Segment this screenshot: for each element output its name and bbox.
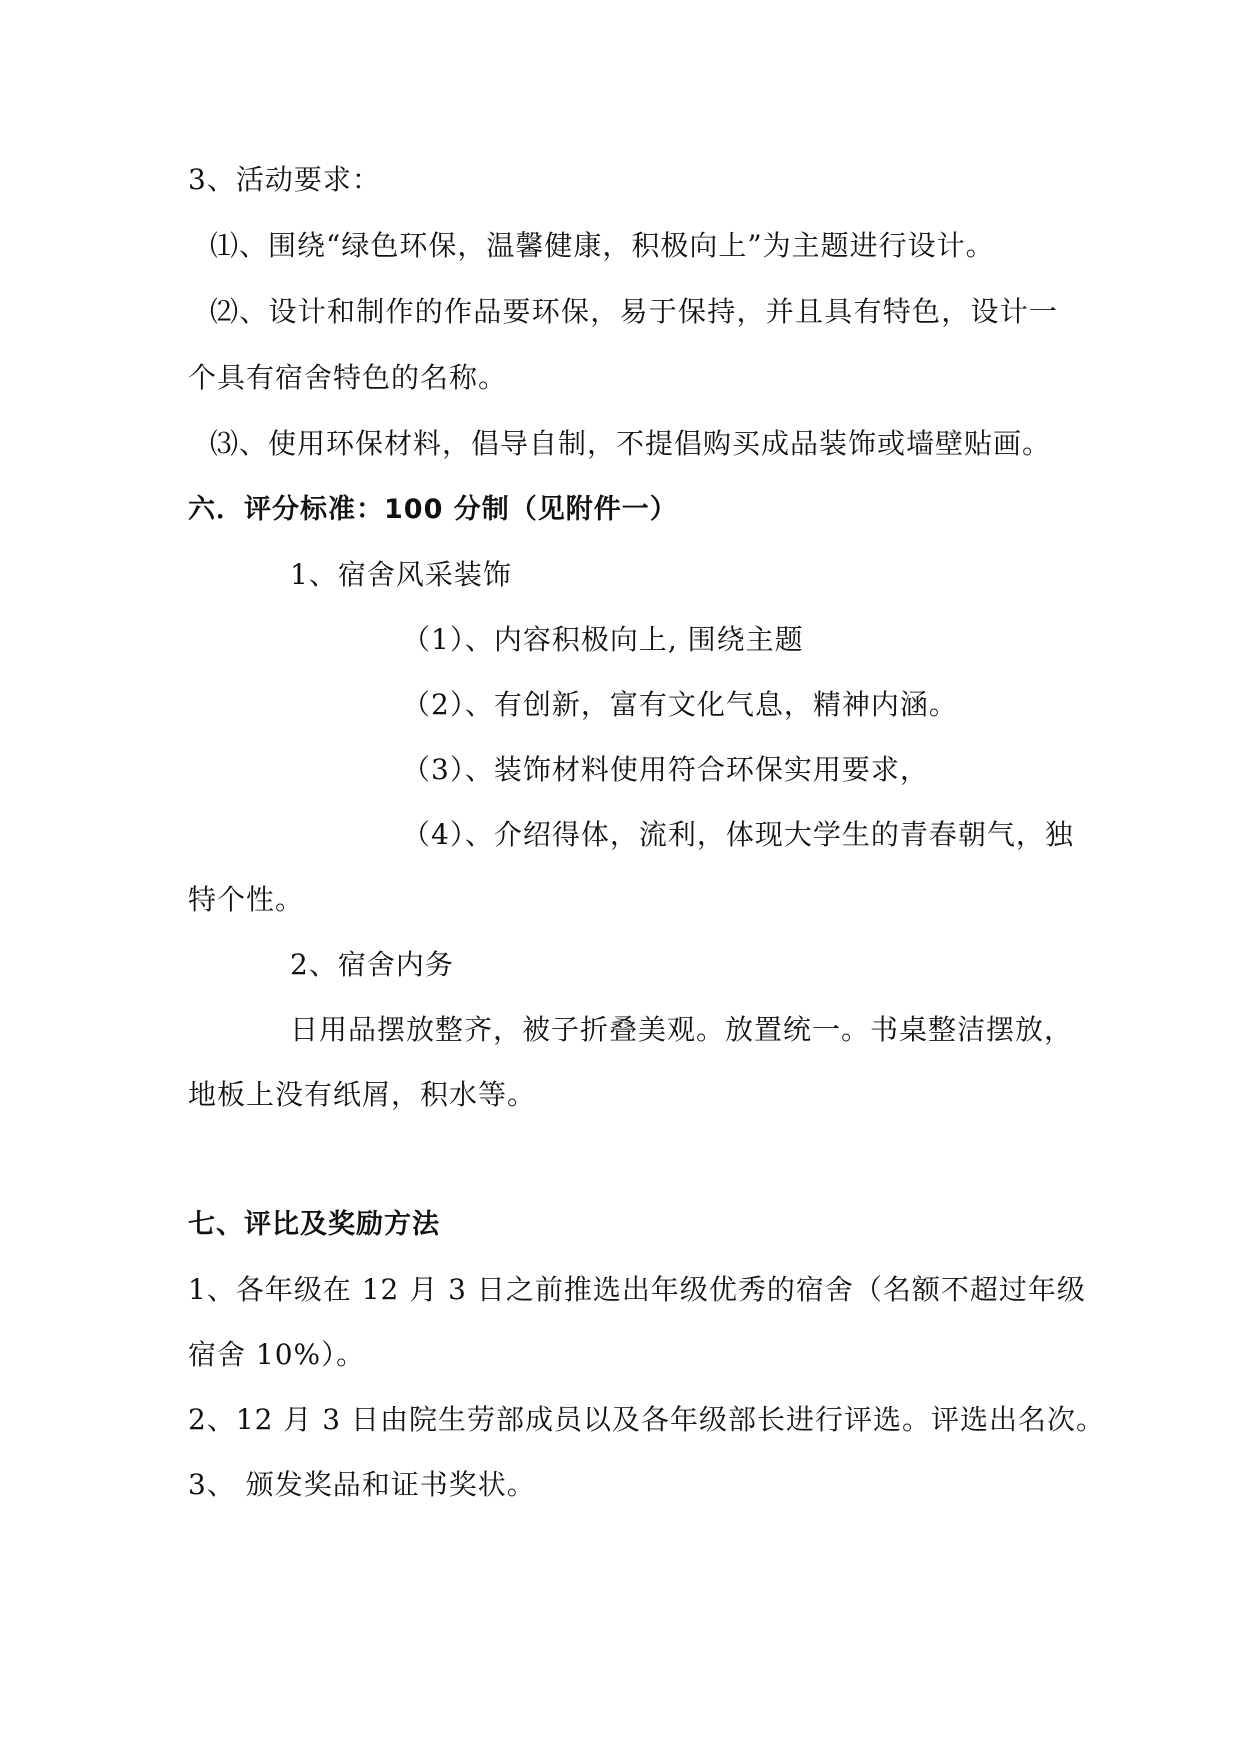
requirement-item-2-continued: 个具有宿舍特色的名称。 xyxy=(188,361,508,394)
decoration-criterion-4: （4）、介绍得体，流利，体现大学生的青春朝气，独 xyxy=(402,818,1074,851)
activity-requirements-heading: 3、活动要求： xyxy=(188,163,381,196)
requirement-item-3: ⑶、使用环保材料，倡导自制，不提倡购买成品装饰或墙壁贴画。 xyxy=(210,427,1052,460)
requirement-item-1: ⑴、围绕“绿色环保，温馨健康，积极向上”为主题进行设计。 xyxy=(210,229,995,262)
decoration-criterion-2: （2）、有创新，富有文化气息，精神内涵。 xyxy=(402,688,958,721)
evaluation-awards-heading: 七、评比及奖励方法 xyxy=(188,1209,440,1240)
decoration-criterion-4-continued: 特个性。 xyxy=(188,883,305,916)
decoration-criterion-1: （1）、内容积极向上, 围绕主题 xyxy=(402,623,804,656)
housekeeping-description-continued: 地板上没有纸屑，积水等。 xyxy=(188,1078,537,1111)
award-step-2: 2、12 月 3 日由院生劳部成员以及各年级部长进行评选。评选出名次。 xyxy=(188,1403,1105,1436)
requirement-item-2: ⑵、设计和制作的作品要环保，易于保持，并且具有特色，设计一 xyxy=(210,295,1058,328)
dorm-housekeeping-heading: 2、宿舍内务 xyxy=(290,948,454,981)
decoration-criterion-3: （3）、装饰材料使用符合环保实用要求， xyxy=(402,753,929,786)
scoring-standard-heading: 六．评分标准：100 分制（见附件一） xyxy=(188,494,678,525)
award-step-3: 3、 颁发奖品和证书奖状。 xyxy=(188,1468,536,1501)
housekeeping-description: 日用品摆放整齐，被子折叠美观。放置统一。书桌整洁摆放， xyxy=(290,1013,1074,1046)
award-step-1: 1、各年级在 12 月 3 日之前推选出年级优秀的宿舍（名额不超过年级 xyxy=(188,1273,1086,1306)
dorm-decoration-heading: 1、宿舍风采装饰 xyxy=(290,558,512,591)
award-step-1-continued: 宿舍 10%）。 xyxy=(188,1338,366,1371)
